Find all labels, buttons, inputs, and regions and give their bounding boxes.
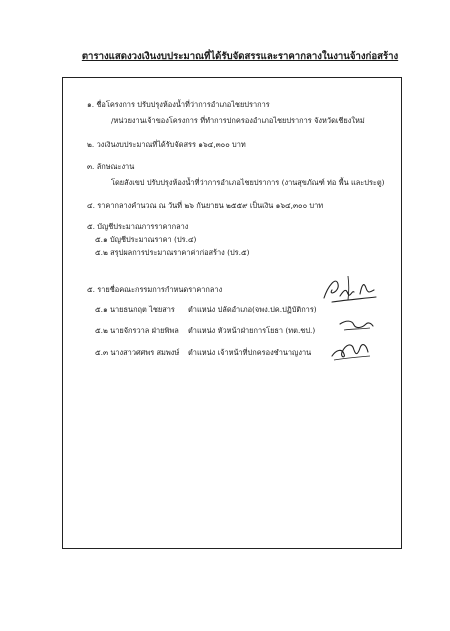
committee-member-name: ๕.๒ นายจักรวาล ฝ่ายพิพล	[95, 326, 179, 335]
committee-member-name: ๕.๑ นายธนกฤต ไชยสาร	[95, 305, 175, 314]
project-name: ๑. ชื่อโครงการ ปรับปรุงห้องน้ำที่ว่าการอำเภอไชยปราการ	[87, 100, 270, 109]
document-title: ตารางแสดงวงเงินงบประมาณที่ได้รับจัดสรรและราคากลางในงานจ้างก่อสร้าง	[81, 51, 399, 62]
price-table-label: ๕. บัญชีประมาณการราคากลาง	[87, 222, 189, 231]
work-type-label: ๓. ลักษณะงาน	[87, 162, 135, 171]
project-owner: /หน่วยงานเจ้าของโครงการ ที่ทำการปกครองอำเภอไชยปราการ จังหวัดเชียงใหม่	[111, 116, 365, 125]
signature-3	[328, 336, 374, 362]
committee-member-position: ตำแหน่ง ปลัดอำเภอ(จพง.ปค.ปฏิบัติการ)	[188, 305, 317, 314]
committee-member-name: ๕.๓ นางสาวศศพร สมพงษ์	[95, 348, 180, 357]
committee-member-position: ตำแหน่ง หัวหน้าฝ่ายการโยธา (ทต.ชป.)	[188, 326, 316, 335]
committee-member-position: ตำแหน่ง เจ้าหน้าที่ปกครองชำนาญงาน	[188, 348, 312, 357]
price-table-item-1: ๕.๑ บัญชีประมาณราคา (ปร.๔)	[95, 235, 197, 244]
price-table-item-2: ๕.๒ สรุปผลการประมาณราคาค่าก่อสร้าง (ปร.๕)	[95, 248, 250, 257]
signature-1	[318, 272, 380, 308]
work-type-detail: โดยสังเขป ปรับปรุงห้องน้ำที่ว่าการอำเภอไชยปราการ (งานสุขภัณฑ์ ท่อ พื้น และประตู)	[111, 178, 385, 187]
budget-line: ๒. วงเงินงบประมาณที่ได้รับจัดสรร ๑๖๔,๓๐๐ บาท	[87, 140, 246, 149]
signature-2	[336, 316, 376, 334]
committee-label: ๕. รายชื่อคณะกรรมการกำหนดราคากลาง	[87, 285, 223, 294]
median-price-line: ๔. ราคากลางคำนวณ ณ วันที่ ๒๖ กันยายน ๒๕๕๙ เป็นเงิน ๑๖๔,๓๐๐ บาท	[87, 201, 324, 210]
